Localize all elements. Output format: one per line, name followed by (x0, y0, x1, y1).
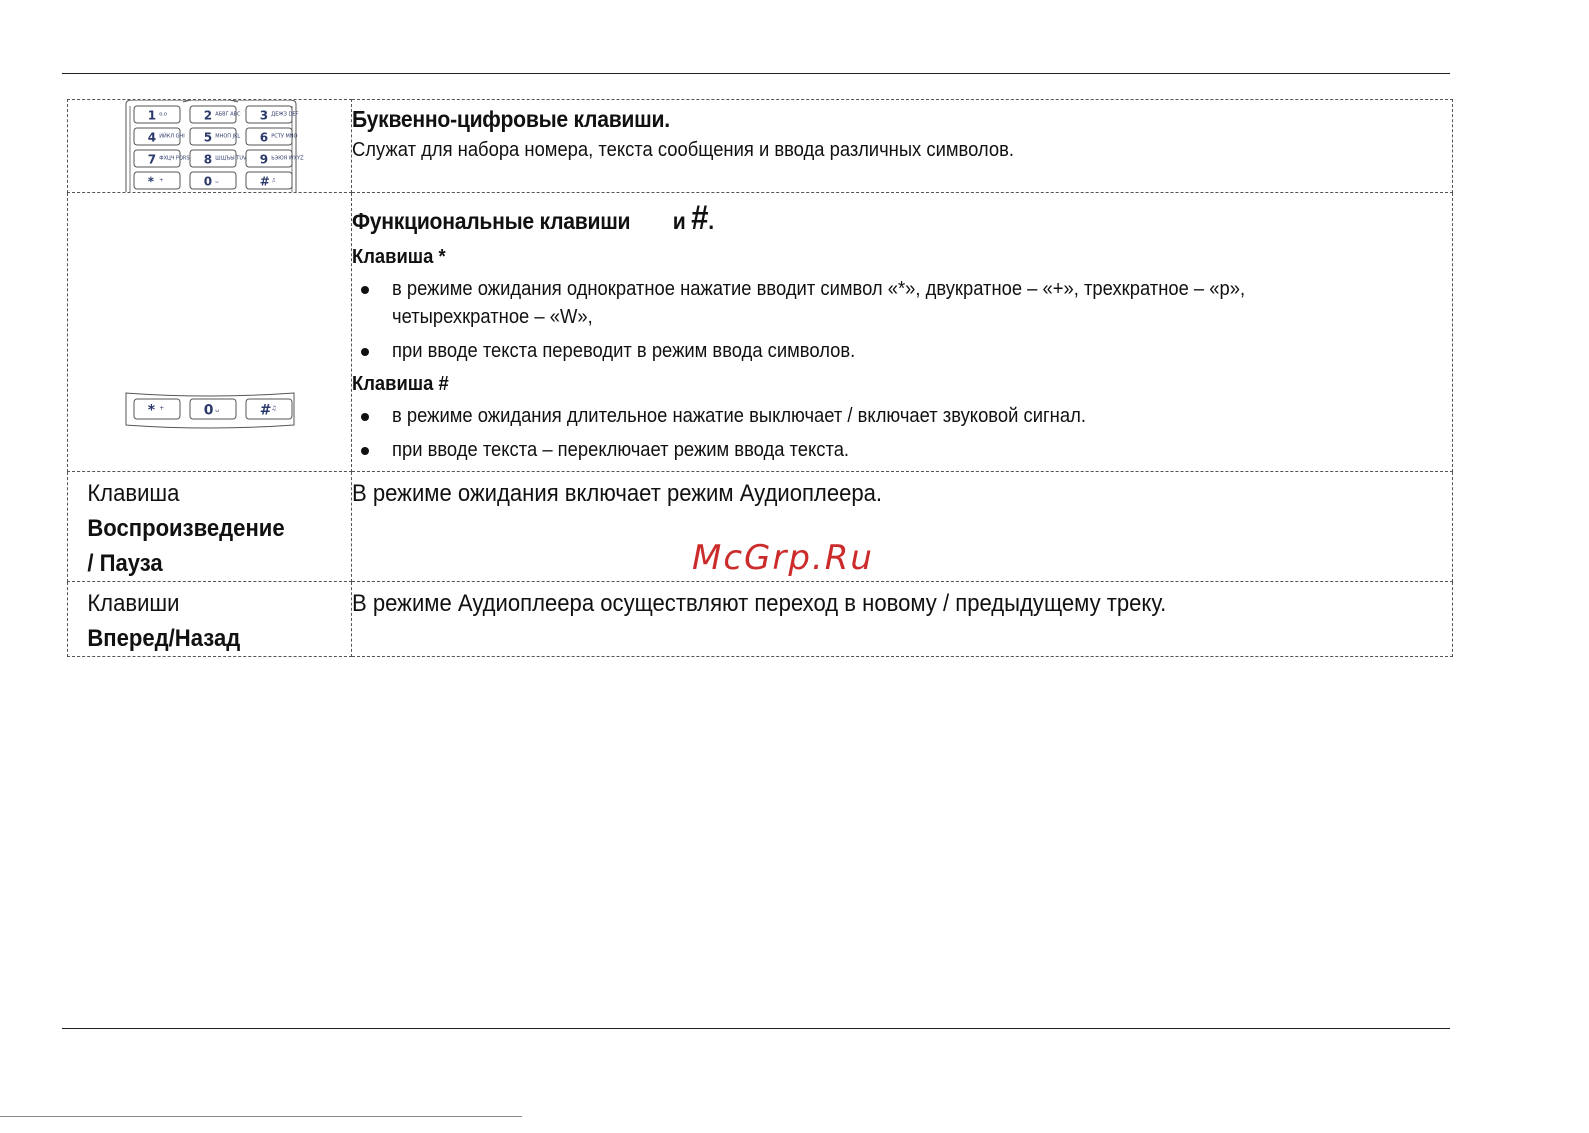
hash-key-bullets (352, 402, 1452, 464)
keypad-key-4 (190, 128, 240, 145)
function-keypad-image (68, 193, 351, 471)
key-outline (134, 106, 180, 123)
key-digit: * (147, 174, 155, 189)
star-bullet-2: при вводе текста переводит в режим ввода символов. (392, 340, 856, 362)
key-digit: 0 (203, 174, 213, 189)
alnum-keypad-image-cell (68, 100, 352, 193)
star-key-heading: Клавиша * (352, 246, 446, 268)
key-digit: * (147, 402, 156, 419)
keypad-key-2 (246, 106, 299, 123)
key-digit: # (259, 174, 270, 189)
play-pause-label-bold-1: Воспроизведение (87, 515, 285, 542)
star-bullet-1: в режиме ожидания однократное нажатие вводит символ «*», двукратное – «+», трехкратное – «p», четырехкратное – «W», (392, 278, 1246, 328)
play-pause-description-cell (352, 472, 1453, 582)
hash-bullet-2: при вводе текста – переключает режим ввода текста. (392, 439, 850, 461)
function-keys-title-and: и (672, 208, 686, 234)
list-item (352, 337, 1452, 365)
watermark: McGrp.Ru (692, 538, 874, 578)
key-letters: ИЙКЛ GHI (159, 133, 185, 140)
header-rule (62, 73, 1450, 74)
table-row-forward-back (68, 582, 1453, 657)
key-digit: 5 (203, 130, 213, 145)
key-digit: 9 (259, 152, 269, 167)
key-digit: 7 (147, 152, 157, 167)
bottom-key-11 (246, 399, 292, 419)
alnum-keys-description-cell (352, 100, 1453, 193)
key-letters: + (159, 177, 164, 184)
keypad-key-1 (190, 106, 241, 123)
function-keys-description-cell (352, 193, 1453, 472)
key-digit: 8 (203, 152, 213, 167)
key-digit: # (259, 402, 272, 419)
play-pause-label-bold-2: / Пауза (87, 550, 163, 577)
keypad-key-9 (134, 172, 180, 189)
page-edge-rule (0, 1116, 522, 1117)
list-item (352, 402, 1452, 430)
keypad-key-6 (134, 150, 190, 167)
key-digit: 2 (203, 108, 213, 123)
key-outline (190, 172, 236, 189)
function-keypad-image-cell (68, 193, 352, 472)
key-digit: 1 (147, 108, 157, 123)
key-letters: ␣ (215, 405, 220, 412)
keypad-key-8 (246, 150, 304, 167)
play-pause-label-cell (68, 472, 352, 582)
key-digit: 4 (147, 130, 157, 145)
keypad-key-11 (246, 172, 292, 189)
key-letters: МНОП JKL (215, 133, 241, 140)
key-letters: ♫ (271, 177, 276, 184)
star-key-bullets (352, 275, 1452, 365)
function-keys-title-prefix: Функциональные клавиши (352, 208, 631, 234)
table-row-alnum-keys (68, 100, 1453, 193)
play-pause-label-plain: Клавиша (87, 480, 180, 507)
play-pause-label (68, 472, 328, 581)
keypad-key-7 (190, 150, 247, 167)
key-outline (134, 399, 180, 419)
alnum-keypad-image (68, 100, 351, 192)
key-letters: o.o (159, 111, 167, 118)
forward-back-description-cell (352, 582, 1453, 657)
forward-back-label-cell (68, 582, 352, 657)
keypad-key-10 (190, 172, 236, 189)
function-keys-title-end: . (708, 208, 714, 234)
forward-back-description: В режиме Аудиоплеера осуществляют переход в новому / предыдущему треку. (352, 590, 1167, 617)
forward-back-label-bold: Вперед/Назад (87, 625, 241, 652)
key-letters: ФХЦЧ PQRS (159, 155, 190, 162)
key-letters: АБВГ ABC (215, 111, 241, 118)
bottom-key-10 (190, 399, 236, 419)
key-letters: ШЩЪЫ TUV (215, 155, 247, 162)
bottom-row-keys-illustration (68, 193, 351, 471)
hash-bullet-1: в режиме ожидания длительное нажатие выключает / включает звуковой сигнал. (392, 405, 1086, 427)
key-letters: РСТУ MNO (271, 133, 298, 140)
key-letters: ␣ (215, 177, 219, 184)
list-item (352, 436, 1452, 464)
key-letters: ♫ (271, 405, 277, 412)
list-item (352, 275, 1452, 331)
function-keys-title (352, 199, 1364, 238)
table-row-function-keys (68, 193, 1453, 472)
bottom-key-9 (134, 399, 180, 419)
keypad-key-3 (134, 128, 185, 145)
alnum-keys-title: Буквенно-цифровые клавиши. (352, 106, 670, 132)
footer-rule (62, 1028, 1450, 1029)
key-digit: 3 (259, 108, 269, 123)
forward-back-label (68, 582, 328, 656)
keypad-illustration (68, 100, 351, 192)
forward-back-label-plain: Клавиши (87, 590, 180, 617)
key-letters: ДЕЖЗ DEF (271, 111, 299, 118)
hash-key-heading: Клавиша # (352, 373, 449, 395)
keypad-key-5 (246, 128, 298, 145)
key-digit: 0 (203, 402, 214, 419)
keypad-key-0 (134, 106, 180, 123)
key-letters: + (159, 405, 165, 412)
alnum-keys-description: Служат для набора номера, текста сообщения и ввода различных символов. (352, 139, 1014, 161)
key-digit: 6 (259, 130, 269, 145)
play-pause-description: В режиме ожидания включает режим Аудиоплеера. (352, 480, 883, 507)
hash-key-glyph: # (691, 199, 709, 237)
key-letters: ЬЭЮЯ WXYZ (271, 155, 304, 162)
key-outline (134, 172, 180, 189)
